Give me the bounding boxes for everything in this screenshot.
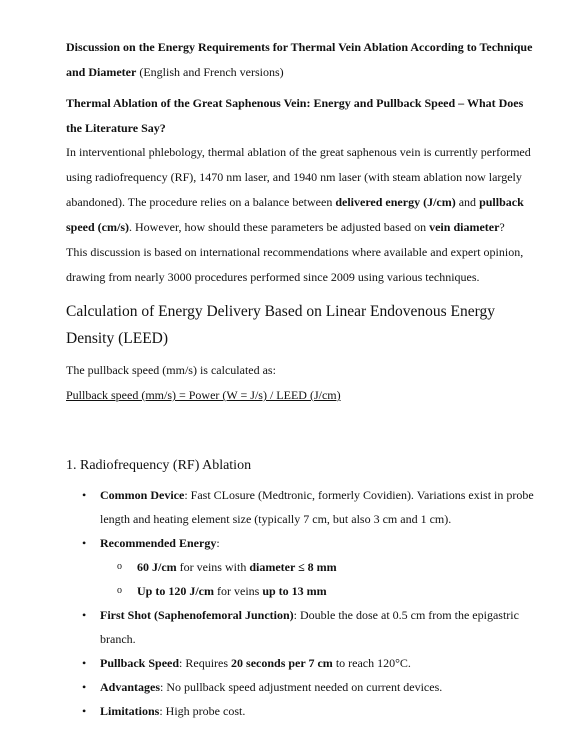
energy-value: 60 J/cm bbox=[137, 560, 177, 574]
energy-value: Up to 120 J/cm bbox=[137, 584, 214, 598]
title-note: (English and French versions) bbox=[136, 65, 284, 79]
rf-advantages-item bbox=[66, 675, 542, 699]
rf-energy-subitem bbox=[100, 579, 542, 603]
title-bold: Discussion on the Energy Requirements for Thermal Vein Ablation According to Technique and Diameter bbox=[66, 40, 533, 79]
rf-pullback-text-a: : Requires bbox=[179, 656, 232, 670]
pullback-intro: The pullback speed (mm/s) is calculated as: bbox=[66, 363, 276, 377]
document-title bbox=[66, 35, 542, 85]
energy-diameter: up to 13 mm bbox=[262, 584, 327, 598]
intro-paragraph bbox=[66, 140, 542, 240]
rf-advantages-text: : No pullback speed adjustment needed on current devices. bbox=[160, 680, 443, 694]
rf-pullback-item bbox=[66, 651, 542, 675]
section-heading-leed: Calculation of Energy Delivery Based on Linear Endovenous Energy Density (LEED) bbox=[66, 303, 496, 347]
rf-energy-subitem bbox=[100, 555, 542, 579]
energy-text: for veins with bbox=[176, 560, 250, 574]
rf-limitations-label: Limitations bbox=[100, 704, 160, 718]
rf-advantages-label: Advantages bbox=[100, 680, 161, 694]
intro-bold-energy: delivered energy (J/cm) bbox=[335, 195, 456, 209]
rf-energy-colon: : bbox=[216, 536, 220, 550]
rf-energy-item bbox=[66, 531, 542, 603]
rf-firstshot-text: : Double the dose at 0.5 cm from the epigastric branch. bbox=[100, 608, 519, 646]
energy-diameter: diameter ≤ 8 mm bbox=[249, 560, 337, 574]
basis-paragraph: This discussion is based on international recommendations where available and expert opinion, drawing from nearly 3000 procedures performed since 2009 using various techniques. bbox=[66, 245, 524, 284]
rf-heading: 1. Radiofrequency (RF) Ablation bbox=[66, 458, 252, 473]
intro-text-2: and bbox=[455, 195, 480, 209]
rf-firstshot-label: First Shot (Saphenofemoral Junction) bbox=[100, 608, 294, 622]
rf-pullback-label: Pullback Speed bbox=[100, 656, 180, 670]
rf-limitations-item bbox=[66, 699, 542, 723]
rf-list bbox=[66, 483, 542, 723]
rf-energy-sublist bbox=[100, 555, 542, 603]
rf-device-text: : Fast CLosure (Medtronic, formerly Covidien). Variations exist in probe length and heating element size (typically 7 cm, but also 3 cm and 1 cm). bbox=[100, 488, 534, 526]
rf-device-label: Common Device bbox=[100, 488, 185, 502]
rf-pullback-text-b: to reach 120°C. bbox=[332, 656, 411, 670]
intro-text-1: In interventional phlebology, thermal ablation of the great saphenous vein is currently performed using radiofrequency (RF), 1470 nm laser, and 1940 nm laser (with steam ablation now largely abandoned). The procedure relies on a balance between bbox=[66, 145, 531, 209]
energy-text: for veins bbox=[214, 584, 263, 598]
intro-text-3: . However, how should these parameters be adjusted based on bbox=[129, 220, 430, 234]
rf-pullback-bold: 20 seconds per 7 cm bbox=[231, 656, 333, 670]
intro-bold-speed: pullback speed (cm/s) bbox=[66, 195, 524, 234]
rf-device-item bbox=[66, 483, 542, 531]
rf-limitations-text: : High probe cost. bbox=[159, 704, 246, 718]
rf-energy-label: Recommended Energy bbox=[100, 536, 217, 550]
intro-text-4: ? bbox=[499, 220, 505, 234]
pullback-formula: Pullback speed (mm/s) = Power (W = J/s) / LEED (J/cm) bbox=[66, 388, 341, 402]
document-subtitle: Thermal Ablation of the Great Saphenous Vein: Energy and Pullback Speed – What Does the Literature Say? bbox=[66, 96, 524, 135]
rf-firstshot-item bbox=[66, 603, 542, 651]
intro-bold-diameter: vein diameter bbox=[429, 220, 500, 234]
